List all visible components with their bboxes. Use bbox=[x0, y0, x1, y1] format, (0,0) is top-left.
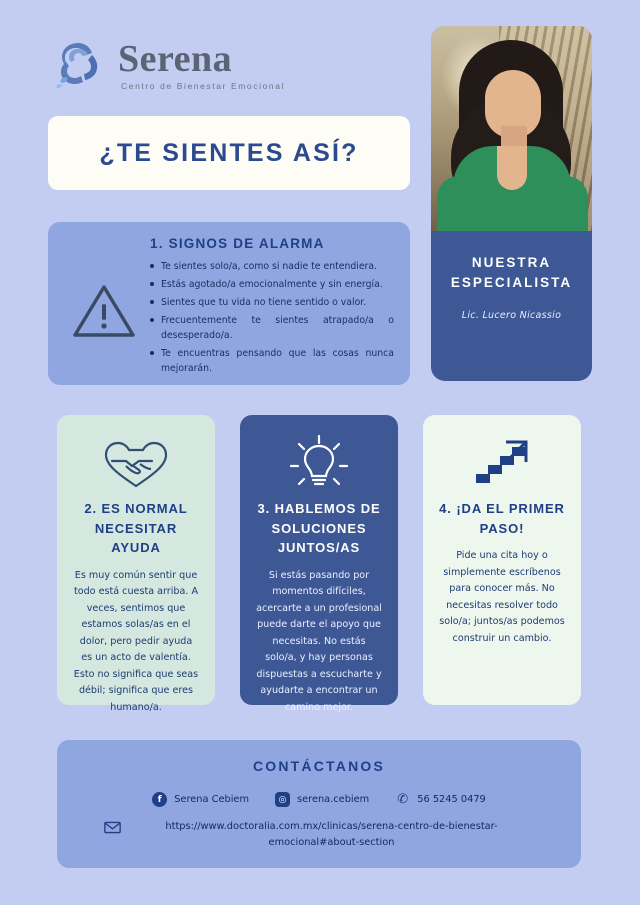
whatsapp-icon: ✆ bbox=[397, 792, 409, 807]
specialist-heading-line2: ESPECIALISTA bbox=[450, 275, 573, 291]
specialist-heading-line1: NUESTRA bbox=[471, 255, 552, 270]
section-hablemos-de-soluciones bbox=[240, 415, 398, 713]
envelope-icon bbox=[104, 819, 121, 836]
stairs-arrow-icon bbox=[439, 435, 565, 489]
section-da-el-primer-paso bbox=[423, 415, 581, 705]
facebook-icon: f bbox=[152, 792, 167, 807]
contact-instagram-label: serena.cebiem bbox=[297, 794, 370, 805]
lightbulb-icon bbox=[256, 435, 382, 489]
brand-name: Serena bbox=[118, 38, 233, 81]
specialist-name: Lic. Lucero Nicassio bbox=[461, 309, 562, 321]
brain-leaf-icon bbox=[48, 37, 106, 95]
specialist-photo bbox=[431, 26, 592, 231]
column-heading: 4. ¡DA EL PRIMER PASO! bbox=[439, 501, 565, 536]
section1-heading: 1. SIGNOS DE ALARMA bbox=[150, 236, 325, 251]
instagram-icon: ◎ bbox=[275, 792, 290, 807]
contact-whatsapp-label: 56 5245 0479 bbox=[417, 794, 486, 805]
column-body: Pide una cita hoy o simplemente escríbenos para conocer más. No necesitas resolver todo solo/a; juntos/as podemos construir un cambio. bbox=[439, 550, 565, 644]
brand-header bbox=[48, 28, 378, 103]
list-item: Te sientes solo/a, como si nadie te entendiera. bbox=[150, 259, 394, 274]
contact-section bbox=[57, 740, 581, 868]
list-item: Frecuentemente te sientes atrapado/a o desesperado/a. bbox=[150, 313, 394, 343]
contact-row bbox=[57, 792, 581, 807]
column-body: Es muy común sentir que todo está cuesta arriba. A veces, sentimos que estamos solas/as en el dolor, pero pedir ayuda es un acto de valentía. Esto no significa que seas débil; significa que eres humano/a. bbox=[73, 569, 199, 713]
section-signos-alarma bbox=[48, 222, 410, 385]
brand-tagline: Centro de Bienestar Emocional bbox=[121, 81, 286, 92]
section-es-normal-necesitar-ayuda bbox=[57, 415, 215, 713]
contact-facebook[interactable] bbox=[152, 792, 249, 807]
contact-website[interactable] bbox=[104, 819, 534, 850]
contact-website-url: https://www.doctoralia.com.mx/clinicas/serena-centro-de-bienestar-emocional#about-section bbox=[165, 821, 498, 848]
contact-whatsapp[interactable] bbox=[395, 792, 486, 807]
page-title: ¿TE SIENTES ASÍ? bbox=[99, 138, 359, 167]
title-banner bbox=[48, 116, 410, 190]
contact-facebook-label: Serena Cebiem bbox=[174, 794, 249, 805]
column-heading: 3. HABLEMOS DE SOLUCIONES JUNTOS/AS bbox=[257, 501, 381, 555]
specialist-card bbox=[431, 26, 592, 381]
list-item: Sientes que tu vida no tiene sentido o valor. bbox=[150, 295, 394, 310]
warning-triangle-icon bbox=[70, 280, 138, 340]
contact-instagram[interactable] bbox=[275, 792, 369, 807]
heart-handshake-icon bbox=[73, 435, 199, 489]
list-item: Estás agotado/a emocionalmente y sin energía. bbox=[150, 277, 394, 292]
list-item: Te encuentras pensando que las cosas nunca mejorarán. bbox=[150, 346, 394, 376]
column-heading: 2. ES NORMAL NECESITAR AYUDA bbox=[84, 501, 188, 555]
column-body: Si estás pasando por momentos difíciles, acercarte a un profesional puede darte el apoyo que necesitas. No estás solo/a, y hay personas dispuestas a escucharte y ayudarte a encontrar un camino mejor. bbox=[256, 569, 382, 713]
contact-heading: CONTÁCTANOS bbox=[252, 758, 386, 774]
